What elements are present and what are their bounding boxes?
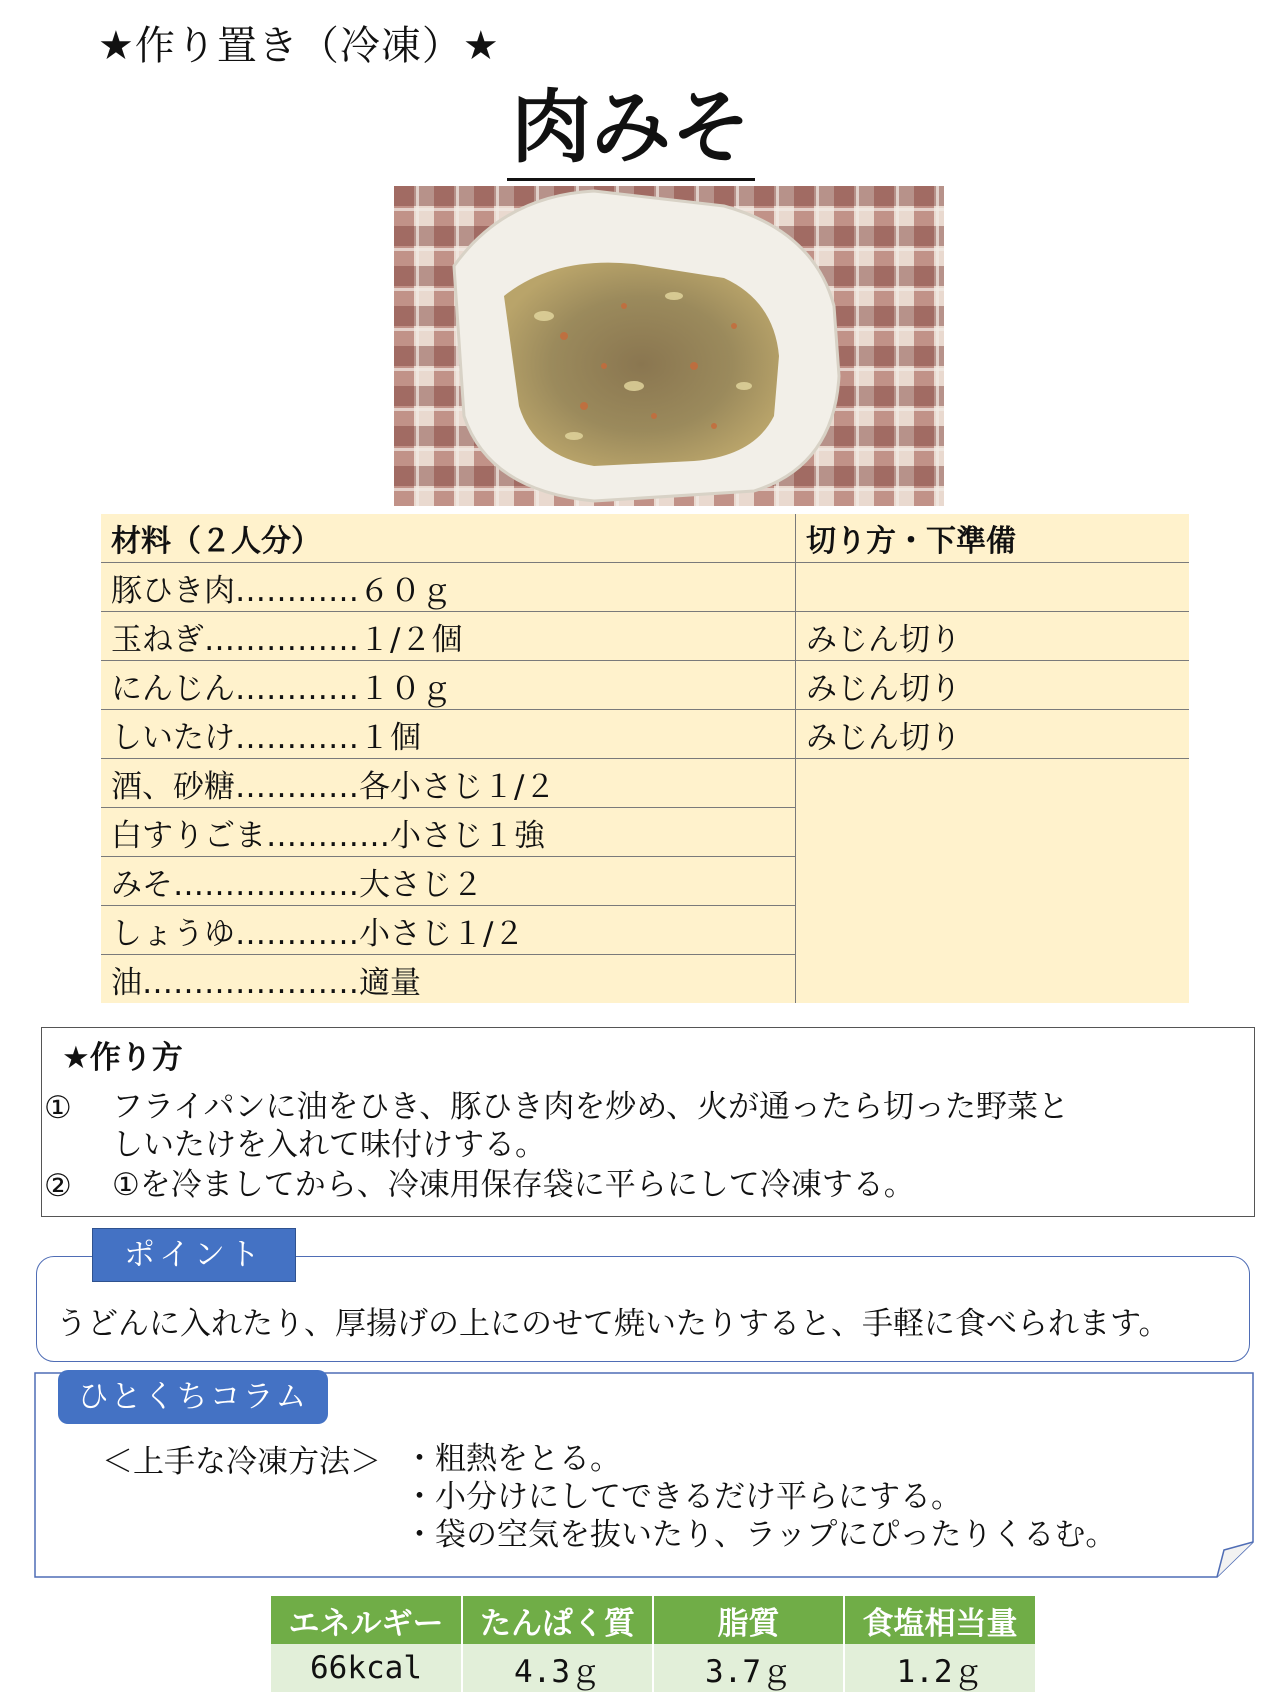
- nutrition-value: 1.2ｇ: [844, 1644, 1035, 1692]
- step-text: フライパンに油をひき、豚ひき肉を炒め、火が通ったら切った野菜と: [112, 1089, 1069, 1125]
- ingredient-item: 酒、砂糖…………各小さじ１/２: [101, 759, 796, 808]
- column-line: ・袋の空気を抜いたり、ラップにぴったりくるむ。: [404, 1517, 1117, 1553]
- table-row: [101, 710, 1189, 759]
- ingredient-prep: [796, 563, 1190, 612]
- table-row: [101, 906, 1189, 955]
- column-subtitle: ＜上手な冷凍方法＞: [102, 1444, 381, 1480]
- nutrition-header: 脂質: [653, 1596, 844, 1644]
- ingredient-prep: [796, 906, 1190, 955]
- nutrition-table: [271, 1596, 1035, 1692]
- page-title: 肉みそ: [507, 80, 755, 181]
- ingredient-item: 豚ひき肉…………６０ｇ: [101, 563, 796, 612]
- ingredient-item: しょうゆ…………小さじ１/２: [101, 906, 796, 955]
- ingredient-prep: みじん切り: [796, 661, 1190, 710]
- step-number: ②: [44, 1168, 72, 1204]
- nutrition-header: エネルギー: [271, 1596, 462, 1644]
- nutrition-header: たんぱく質: [462, 1596, 653, 1644]
- nutrition-value: 4.3ｇ: [462, 1644, 653, 1692]
- nutrition-value: 3.7ｇ: [653, 1644, 844, 1692]
- column-line: ・粗熱をとる。: [404, 1441, 621, 1477]
- step-text: しいたけを入れて味付けする。: [112, 1127, 546, 1163]
- table-row: [101, 661, 1189, 710]
- ingredient-prep: みじん切り: [796, 710, 1190, 759]
- ingredient-prep: [796, 808, 1190, 857]
- table-row: [101, 563, 1189, 612]
- column-label: ひとくちコラム: [58, 1370, 328, 1424]
- ingredients-table: [101, 514, 1189, 1003]
- ingredient-item: にんじん…………１０ｇ: [101, 661, 796, 710]
- page-subtitle: ★作り置き（冷凍）★: [98, 23, 500, 69]
- ingredient-item: 白すりごま…………小さじ１強: [101, 808, 796, 857]
- point-label: ポイント: [92, 1228, 296, 1282]
- point-text: うどんに入れたり、厚揚げの上にのせて焼いたりすると、手軽に食べられます。: [56, 1306, 1170, 1342]
- ingredient-item: 玉ねぎ……………１/２個: [101, 612, 796, 661]
- ingredient-prep: [796, 857, 1190, 906]
- nutrition-value: 66kcal: [271, 1644, 462, 1692]
- ingredient-item: 油…………………適量: [101, 955, 796, 1004]
- table-row: [101, 955, 1189, 1004]
- ingredient-prep: [796, 955, 1190, 1004]
- ingredient-item: しいたけ…………１個: [101, 710, 796, 759]
- column-line: ・小分けにしてできるだけ平らにする。: [404, 1479, 962, 1515]
- ingredient-prep: みじん切り: [796, 612, 1190, 661]
- steps-heading: ★作り方: [62, 1040, 183, 1076]
- ingredients-header: 材料（２人分）: [101, 514, 796, 563]
- step-number: ①: [44, 1090, 72, 1126]
- table-row: [101, 857, 1189, 906]
- ingredient-item: みそ………………大さじ２: [101, 857, 796, 906]
- ingredient-prep: [796, 759, 1190, 808]
- table-row: [101, 808, 1189, 857]
- title-container: [0, 80, 1262, 181]
- ingredients-header-row: [101, 514, 1189, 563]
- table-row: [101, 759, 1189, 808]
- nutrition-header: 食塩相当量: [844, 1596, 1035, 1644]
- step-text: ①を冷ましてから、冷凍用保存袋に平らにして冷凍する。: [112, 1167, 915, 1203]
- nutrition-value-row: [271, 1644, 1035, 1692]
- nutrition-header-row: [271, 1596, 1035, 1644]
- table-row: [101, 612, 1189, 661]
- prep-header: 切り方・下準備: [796, 514, 1190, 563]
- dish-photo: [394, 186, 944, 506]
